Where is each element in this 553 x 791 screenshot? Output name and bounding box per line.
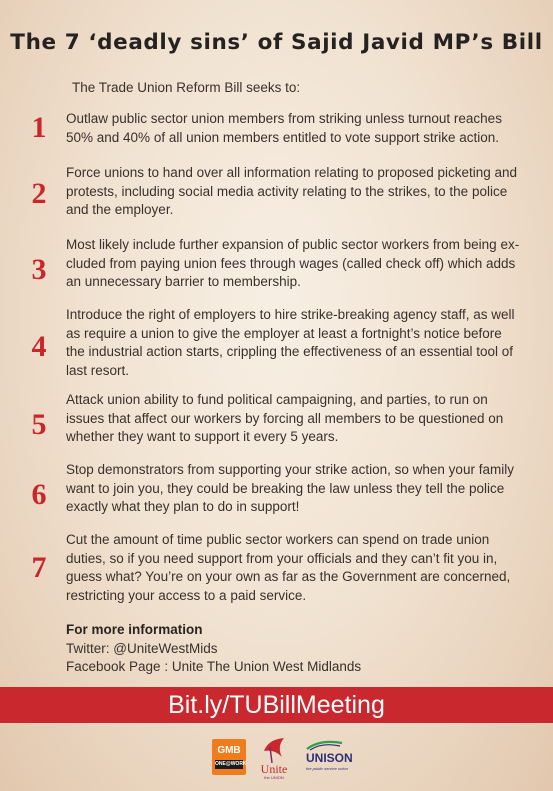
text-line: whether they want to support it every 5 years. [66, 429, 339, 445]
text-line: want to join you, they could be breaking the law unless they tell the police [66, 480, 505, 496]
unison-logo-subtext: the public service union [306, 766, 348, 771]
gmb-logo-text: GMB [217, 745, 241, 756]
sin-number: 6 [31, 478, 47, 511]
text-line: issues that affect our workers by forcing all members to be questioned on [66, 410, 504, 426]
text-line: Attack union ability to fund political campaigning, and parties, to run on [66, 392, 488, 407]
sin-text [66, 236, 532, 292]
text-line: Outlaw public sector union members from striking unless turnout reaches [66, 111, 502, 126]
text-line: the industrial action starts, crippling the effectiveness of an essential tool of [66, 344, 514, 360]
text-line: duties, so if you need support from your officials and they can’t fit you in, [66, 550, 498, 566]
text-line: Stop demonstrators from supporting your strike action, so when your family [66, 462, 514, 477]
union-logos [0, 733, 553, 783]
text-line: restricting your access to a paid service. [66, 587, 307, 603]
text-line: as require a union to give the employer at least a fortnight’s notice before [66, 325, 502, 341]
text-line: last resort. [66, 362, 130, 378]
sin-text [66, 164, 532, 220]
unison-logo [298, 739, 352, 779]
facebook-page: Facebook Page : Unite The Union West Midlands [66, 659, 362, 675]
sin-number: 7 [31, 551, 47, 584]
unite-flag-icon [262, 737, 286, 763]
unison-swoosh-icon [306, 739, 344, 751]
text-line: guess what? You’re on your own as far as the Government are concerned, [66, 569, 511, 585]
text-line: exactly what they plan to do in support! [66, 499, 300, 515]
intro-text: The Trade Union Reform Bill seeks to: [72, 80, 301, 95]
text-line: cluded from paying union fees through wages (called check off) which adds [66, 255, 516, 271]
gmb-logo [212, 739, 246, 775]
meeting-link-banner: Bit.ly/TUBillMeeting [0, 687, 553, 723]
sin-number: 3 [31, 253, 47, 286]
gmb-logo-subtext: ONE@WORK [215, 761, 247, 767]
sin-number: 4 [31, 330, 47, 363]
text-line: Force unions to hand over all information relating to proposed picketing and [66, 165, 518, 180]
more-information [66, 621, 361, 677]
unison-logo-text: UNISON [306, 751, 353, 765]
text-line: an unnecessary barrier to membership. [66, 274, 301, 290]
text-line: 50% and 40% of all union members entitled to vote support strike action. [66, 129, 499, 145]
text-line: Cut the amount of time public sector workers can spend on trade union [66, 532, 490, 547]
sin-number: 5 [31, 408, 47, 441]
sin-text [66, 110, 532, 147]
sin-text [66, 391, 532, 447]
sin-number: 2 [31, 177, 47, 210]
unite-logo-subtext: the UNION [264, 775, 284, 780]
unite-logo [256, 735, 292, 779]
text-line: Introduce the right of employers to hire strike-breaking agency staff, as well [66, 307, 515, 322]
sin-text [66, 461, 532, 517]
twitter-handle: Twitter: @UniteWestMids [66, 640, 218, 656]
more-info-heading: For more information [66, 622, 203, 637]
sin-number: 1 [31, 111, 47, 144]
unite-logo-text: Unite [260, 762, 288, 776]
sin-text [66, 531, 532, 605]
text-line: protests, including social media activity relating to the strikes, to the police [66, 183, 508, 199]
text-line: and the employer. [66, 202, 174, 218]
sin-text [66, 306, 532, 380]
text-line: Most likely include further expansion of public sector workers from being ex- [66, 237, 520, 252]
poster-title: The 7 ‘deadly sins’ of Sajid Javid MP’s Bill [10, 30, 543, 55]
